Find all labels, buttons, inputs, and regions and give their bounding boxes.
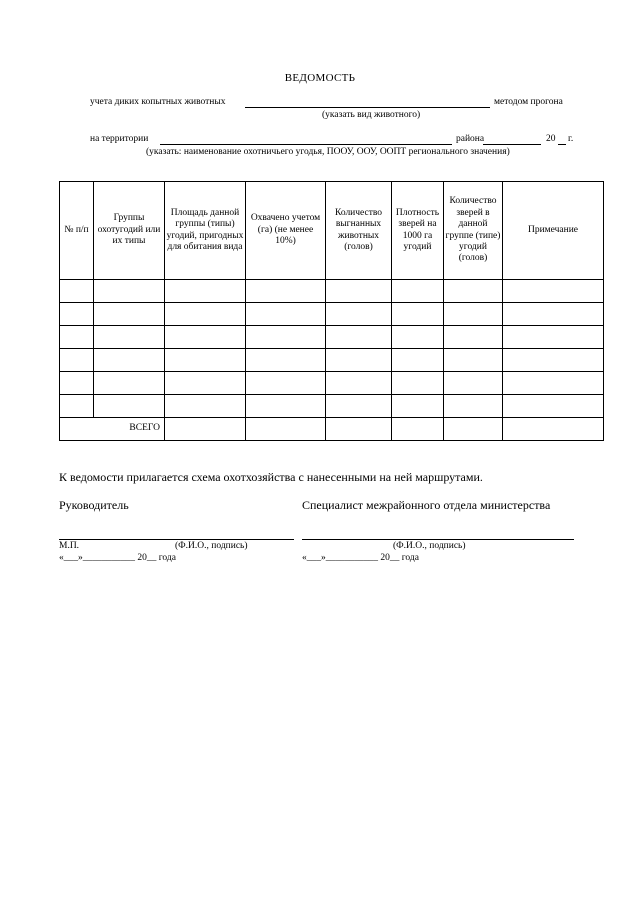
table-cell[interactable] bbox=[165, 280, 246, 303]
attachment-note: К ведомости прилагается схема охотхозяйства с нанесенными на ней маршрутами. bbox=[59, 470, 483, 484]
district-blank[interactable] bbox=[483, 144, 541, 145]
mp-label: М.П. bbox=[59, 541, 80, 551]
table-cell[interactable] bbox=[60, 303, 94, 326]
table-cell[interactable] bbox=[444, 372, 503, 395]
table-row bbox=[60, 372, 604, 395]
table-row bbox=[60, 326, 604, 349]
left-role: Руководитель bbox=[59, 498, 129, 512]
header-animals-in-group: Количество зверей в данной группе (типе) угодий (голов) bbox=[444, 182, 503, 280]
territory-blank[interactable] bbox=[160, 144, 452, 145]
table-total-row bbox=[60, 418, 604, 441]
table-cell[interactable] bbox=[392, 349, 444, 372]
right-fio-caption: (Ф.И.О., подпись) bbox=[393, 541, 466, 551]
table-cell[interactable] bbox=[165, 395, 246, 418]
table-cell[interactable] bbox=[94, 395, 165, 418]
line1-caption: (указать вид животного) bbox=[322, 110, 421, 120]
table-cell[interactable] bbox=[444, 395, 503, 418]
table-cell[interactable] bbox=[94, 280, 165, 303]
table-row bbox=[60, 280, 604, 303]
year-suffix: г. bbox=[568, 134, 574, 144]
table-row bbox=[60, 395, 604, 418]
header-groups: Группы охотугодий или их типы bbox=[94, 182, 165, 280]
table-cell[interactable] bbox=[165, 303, 246, 326]
table-cell[interactable] bbox=[503, 372, 604, 395]
table-cell[interactable] bbox=[246, 372, 326, 395]
table-cell[interactable] bbox=[444, 418, 503, 441]
table-cell[interactable] bbox=[165, 349, 246, 372]
table-cell[interactable] bbox=[60, 349, 94, 372]
line1-suffix: методом прогона bbox=[494, 97, 563, 107]
table-cell[interactable] bbox=[246, 395, 326, 418]
animal-species-blank[interactable] bbox=[245, 107, 490, 108]
left-fio-caption: (Ф.И.О., подпись) bbox=[175, 541, 248, 551]
table-cell[interactable] bbox=[392, 303, 444, 326]
header-number: № п/п bbox=[60, 182, 94, 280]
table-row bbox=[60, 303, 604, 326]
table-cell[interactable] bbox=[246, 349, 326, 372]
line2-prefix: на территории bbox=[90, 134, 149, 144]
record-table bbox=[59, 181, 604, 441]
table-cell[interactable] bbox=[392, 418, 444, 441]
table-cell[interactable] bbox=[326, 303, 392, 326]
year-prefix: 20 bbox=[546, 134, 556, 144]
left-signature-line[interactable] bbox=[59, 539, 294, 540]
table-cell[interactable] bbox=[94, 349, 165, 372]
table-cell[interactable] bbox=[60, 372, 94, 395]
table-cell[interactable] bbox=[94, 372, 165, 395]
table-cell[interactable] bbox=[326, 280, 392, 303]
table-cell[interactable] bbox=[503, 280, 604, 303]
table-cell[interactable] bbox=[503, 395, 604, 418]
header-density: Плотность зверей на 1000 га угодий bbox=[392, 182, 444, 280]
table-cell[interactable] bbox=[246, 418, 326, 441]
table-row bbox=[60, 349, 604, 372]
table-cell[interactable] bbox=[165, 418, 246, 441]
year-blank[interactable] bbox=[558, 144, 566, 145]
table-cell[interactable] bbox=[444, 326, 503, 349]
table-cell[interactable] bbox=[60, 326, 94, 349]
table-cell[interactable] bbox=[60, 280, 94, 303]
table-cell[interactable] bbox=[246, 326, 326, 349]
table-cell[interactable] bbox=[392, 372, 444, 395]
table-cell[interactable] bbox=[165, 372, 246, 395]
line1-prefix: учета диких копытных животных bbox=[90, 97, 226, 107]
header-area: Площадь данной группы (типы) угодий, пригодных для обитания вида bbox=[165, 182, 246, 280]
document-title: ВЕДОМОСТЬ bbox=[284, 72, 356, 84]
table-cell[interactable] bbox=[392, 395, 444, 418]
right-signature-line[interactable] bbox=[302, 539, 574, 540]
table-cell[interactable] bbox=[503, 418, 604, 441]
table-cell[interactable] bbox=[60, 395, 94, 418]
table-cell[interactable] bbox=[444, 280, 503, 303]
right-date: «___»___________ 20__ года bbox=[302, 553, 419, 563]
table-cell[interactable] bbox=[326, 326, 392, 349]
table-cell[interactable] bbox=[326, 349, 392, 372]
header-note: Примечание bbox=[503, 182, 604, 280]
table-cell[interactable] bbox=[444, 303, 503, 326]
table-cell[interactable] bbox=[444, 349, 503, 372]
left-date: «___»___________ 20__ года bbox=[59, 553, 176, 563]
table-cell[interactable] bbox=[503, 349, 604, 372]
total-label: ВСЕГО bbox=[60, 418, 165, 441]
table-cell[interactable] bbox=[503, 303, 604, 326]
table-cell[interactable] bbox=[165, 326, 246, 349]
table-cell[interactable] bbox=[246, 280, 326, 303]
table-cell[interactable] bbox=[503, 326, 604, 349]
table-cell[interactable] bbox=[326, 372, 392, 395]
table-cell[interactable] bbox=[326, 395, 392, 418]
header-covered: Охвачено учетом (га) (не менее 10%) bbox=[246, 182, 326, 280]
district-label: района bbox=[456, 134, 485, 144]
header-animals-driven: Количество выгнанных животных (голов) bbox=[326, 182, 392, 280]
table-cell[interactable] bbox=[392, 280, 444, 303]
table-cell[interactable] bbox=[246, 303, 326, 326]
table-cell[interactable] bbox=[326, 418, 392, 441]
table-cell[interactable] bbox=[94, 326, 165, 349]
line2-caption: (указать: наименование охотничьего угодья, ПООУ, ООУ, ООПТ регионального значения) bbox=[146, 147, 510, 157]
table-header-row bbox=[60, 182, 604, 280]
right-role: Специалист межрайонного отдела министерства bbox=[302, 498, 551, 512]
table-cell[interactable] bbox=[94, 303, 165, 326]
table-cell[interactable] bbox=[392, 326, 444, 349]
